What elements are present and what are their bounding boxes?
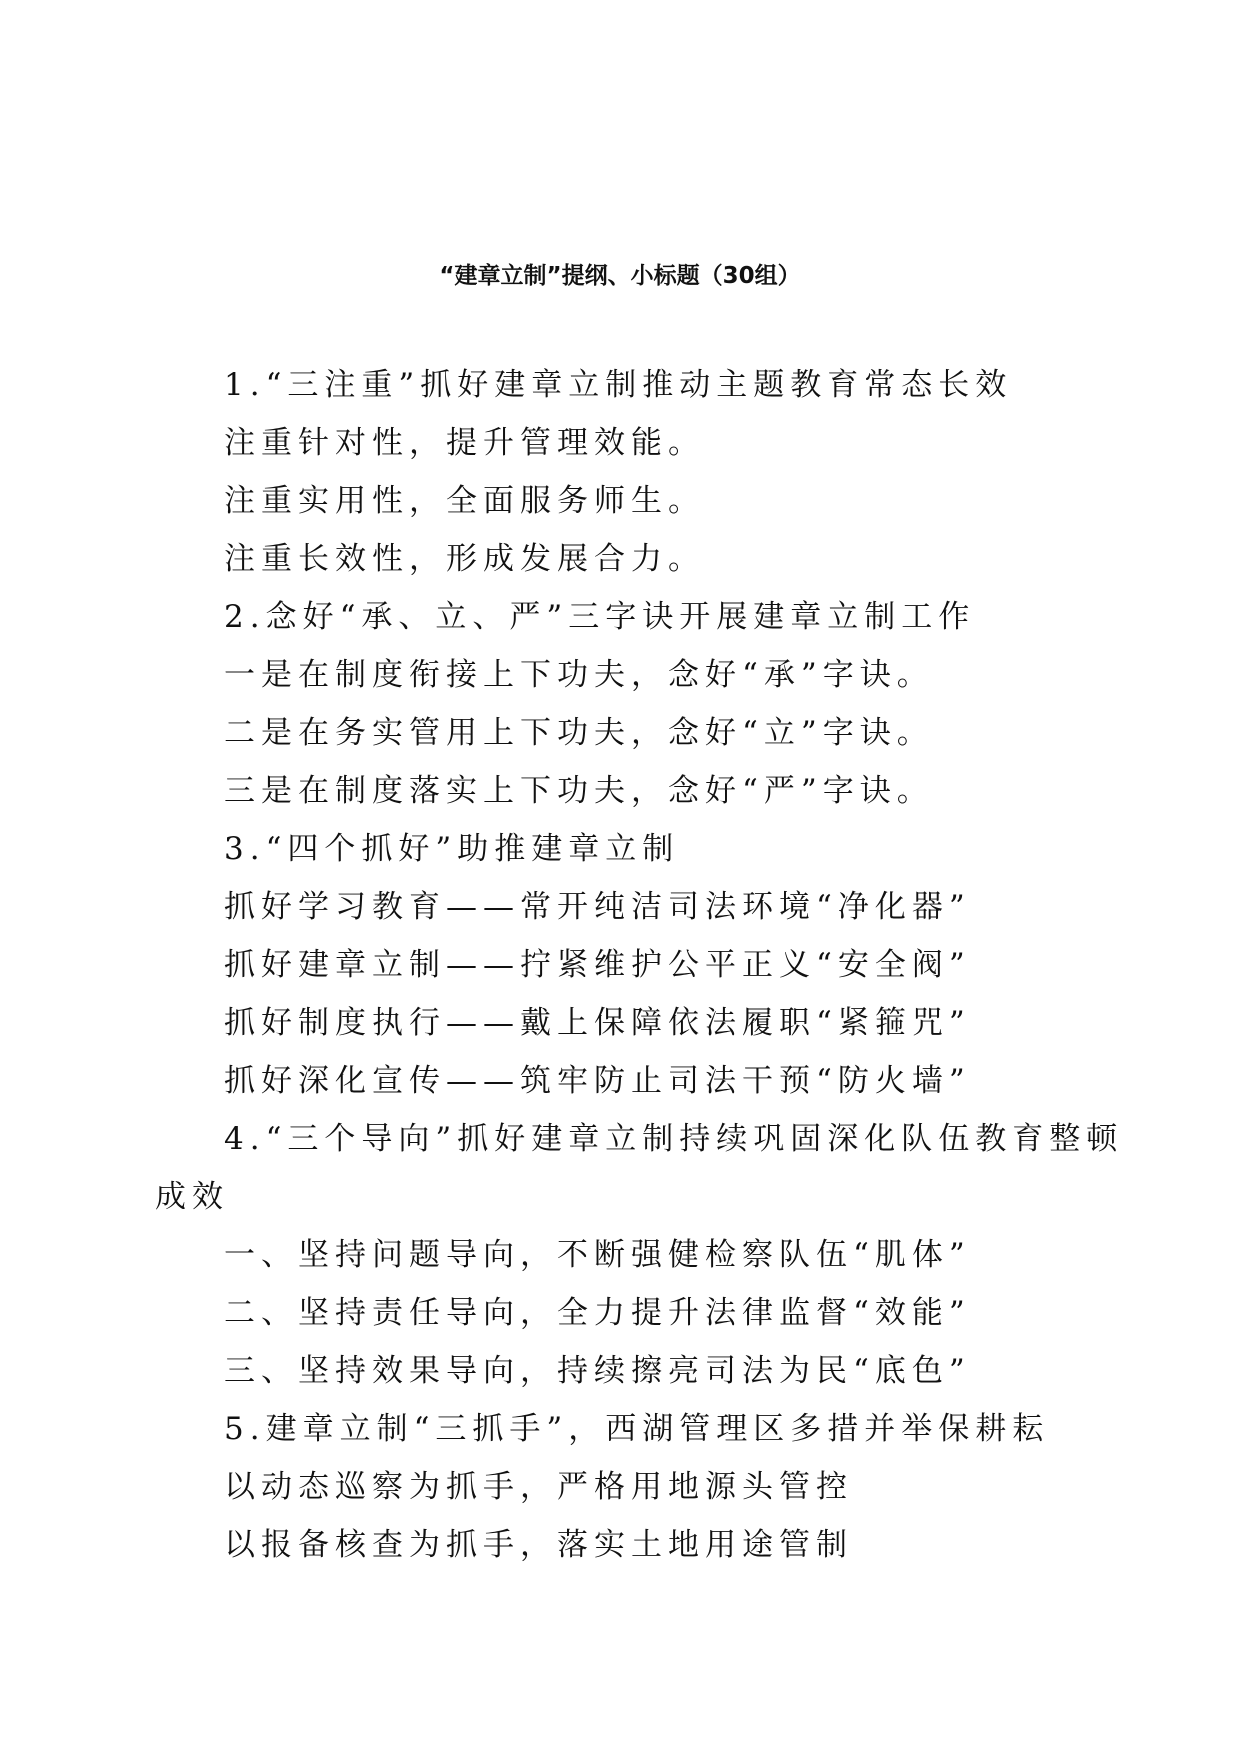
heading-3: 3.“四个抓好”助推建章立制 xyxy=(224,831,680,867)
body-line: 三、坚持效果导向，持续擦亮司法为民“底色” xyxy=(224,1353,971,1389)
heading-2: 2.念好“承、立、严”三字诀开展建章立制工作 xyxy=(224,599,976,635)
body-line: 以动态巡察为抓手，严格用地源头管控 xyxy=(224,1469,853,1505)
body-line: 抓好制度执行——戴上保障依法履职“紧箍咒” xyxy=(224,1005,971,1041)
body-line: 注重长效性，形成发展合力。 xyxy=(224,541,705,577)
document-title: “建章立制”提纲、小标题（30组） xyxy=(439,263,801,289)
body-line: 二是在务实管用上下功夫，念好“立”字诀。 xyxy=(224,715,934,751)
body-line: 三是在制度落实上下功夫，念好“严”字诀。 xyxy=(224,773,934,809)
heading-1: 1.“三注重”抓好建章立制推动主题教育常态长效 xyxy=(224,367,1013,403)
body-line: 二、坚持责任导向，全力提升法律监督“效能” xyxy=(224,1295,971,1331)
body-line: 一、坚持问题导向，不断强健检察队伍“肌体” xyxy=(224,1237,971,1273)
body-line: 注重实用性，全面服务师生。 xyxy=(224,483,705,519)
body-line: 抓好建章立制——拧紧维护公平正义“安全阀” xyxy=(224,947,971,983)
body-line: 注重针对性，提升管理效能。 xyxy=(224,425,705,461)
heading-5: 5.建章立制“三抓手”，西湖管理区多措并举保耕耘 xyxy=(224,1411,1050,1447)
body-line: 抓好深化宣传——筑牢防止司法干预“防火墙” xyxy=(224,1063,971,1099)
heading-4: 4.“三个导向”抓好建章立制持续巩固深化队伍教育整顿 xyxy=(224,1121,1124,1157)
heading-4-continuation: 成效 xyxy=(155,1179,229,1215)
body-line: 以报备核查为抓手，落实土地用途管制 xyxy=(224,1527,853,1563)
body-line: 抓好学习教育——常开纯洁司法环境“净化器” xyxy=(224,889,971,925)
body-line: 一是在制度衔接上下功夫，念好“承”字诀。 xyxy=(224,657,934,693)
